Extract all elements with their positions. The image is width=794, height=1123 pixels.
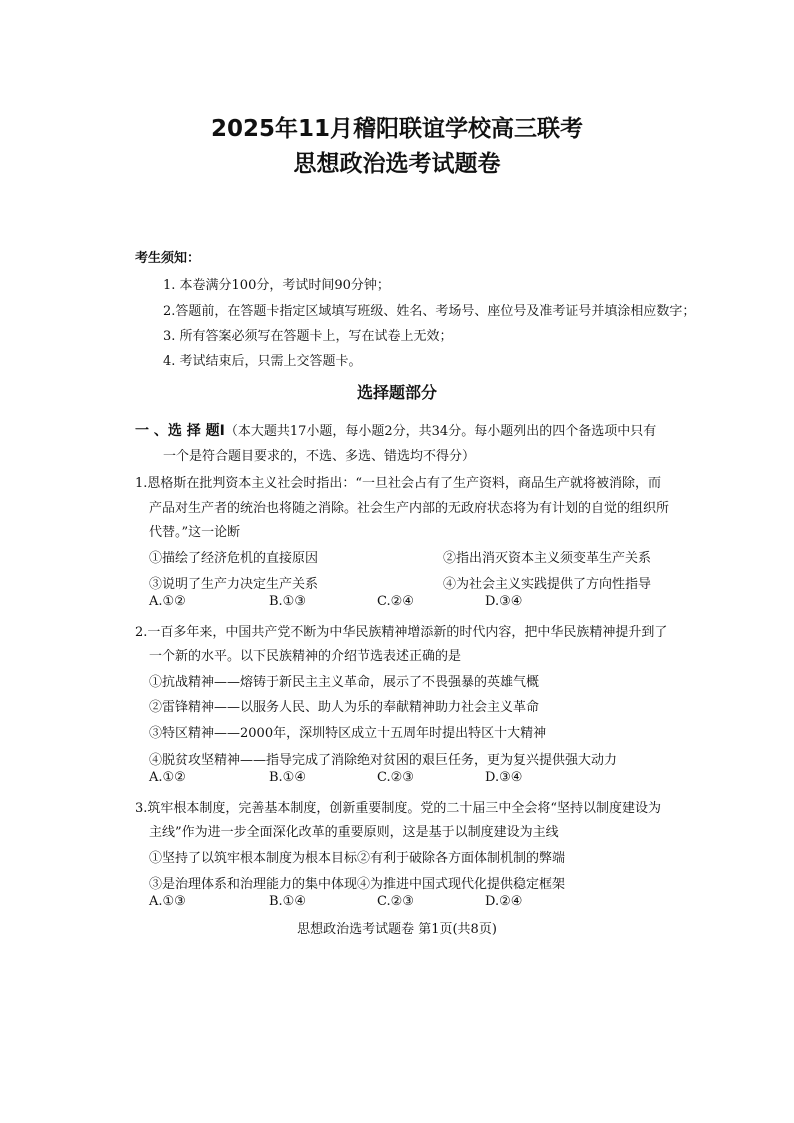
notice-item: 3. 所有答案必须写在答题卡上，写在试卷上无效；	[163, 329, 453, 344]
question-1-option: B.①③	[269, 594, 306, 609]
part1-desc: （本大题共17小题，每小题2分，共34分。每小题列出的四个备选项中只有	[224, 424, 657, 439]
section-title: 选择题部分	[356, 383, 437, 402]
question-3-stem: 3.筑牢根本制度，完善基本制度，创新重要制度。党的二十届三中全会将“坚持以制度建设为	[135, 801, 662, 816]
question-2-stem: 2.一百多年来，中国共产党不断为中华民族精神增添新的时代内容，把中华民族精神提升到了	[135, 625, 668, 640]
question-1-stem: 代替。”这一论断	[149, 525, 241, 540]
exam-title: 2025年11月稽阳联谊学校高三联考	[210, 116, 584, 142]
question-2-statement: ④脱贫攻坚精神——指导完成了消除绝对贫困的艰巨任务，更为复兴提供强大动力	[149, 753, 618, 768]
question-2-option: C.②③	[377, 770, 414, 785]
notice-item: 2.答题前，在答题卡指定区域填写班级、姓名、考场号、座位号及准考证号并填涂相应数字；	[163, 304, 696, 319]
question-1-option: C.②④	[377, 594, 414, 609]
question-3-option: C.②③	[377, 894, 414, 909]
question-3-statement: ①坚持了以筑牢根本制度为根本目标②有利于破除各方面体制机制的弊端	[149, 851, 566, 866]
part1-desc-line2: 一个是符合题目要求的，不选、多选、错选均不得分）	[163, 449, 476, 464]
notice-item: 1. 本卷满分100分，考试时间90分钟；	[163, 278, 390, 293]
notice-heading: 考生须知：	[135, 251, 201, 266]
question-3-statement: ③是治理体系和治理能力的集中体现④为推进中国式现代化提供稳定框架	[149, 877, 566, 892]
question-1-option: D.③④	[485, 594, 523, 609]
question-1-option: A.①②	[149, 594, 186, 609]
question-2-stem: 一个新的水平。以下民族精神的介绍节选表述正确的是	[149, 649, 462, 664]
question-2-statement: ①抗战精神——熔铸于新民主主义革命，展示了不畏强暴的英雄气概	[149, 675, 540, 690]
question-2-option: D.③④	[485, 770, 523, 785]
question-2-option: B.①④	[269, 770, 306, 785]
question-2-statement: ③特区精神——2000年，深圳特区成立十五周年时提出特区十大精神	[149, 726, 547, 741]
page-footer: 思想政治选考试题卷 第1页(共8页)	[297, 922, 497, 937]
question-3-stem: 主线”作为进一步全面深化改革的重要原则，这是基于以制度建设为主线	[149, 825, 559, 840]
question-1-stem: 产品对生产者的统治也将随之消除。社会生产内部的无政府状态将为有计划的自觉的组织所	[149, 501, 670, 516]
question-3-option: D.②④	[485, 894, 523, 909]
question-3-option: A.①③	[149, 894, 186, 909]
exam-subtitle: 思想政治选考试题卷	[293, 151, 501, 177]
question-1-statement: ④为社会主义实践提供了方向性指导	[443, 577, 652, 592]
notice-item: 4. 考试结束后，只需上交答题卡。	[163, 354, 362, 369]
question-1-statement: ①描绘了经济危机的直接原因	[149, 551, 319, 566]
question-1-stem: 1.恩格斯在批判资本主义社会时指出：“一旦社会占有了生产资料，商品生产就将被消除，而	[135, 476, 662, 491]
part1-heading	[135, 420, 656, 440]
question-1-statement: ②指出消灭资本主义须变革生产关系	[443, 551, 652, 566]
question-2-statement: ②雷锋精神——以服务人民、助人为乐的奉献精神助力社会主义革命	[149, 700, 540, 715]
question-1-statement: ③说明了生产力决定生产关系	[149, 577, 319, 592]
part1-label: 一 、选 择 题Ⅰ	[135, 423, 225, 439]
question-2-option: A.①②	[149, 770, 186, 785]
question-3-option: B.①④	[269, 894, 306, 909]
